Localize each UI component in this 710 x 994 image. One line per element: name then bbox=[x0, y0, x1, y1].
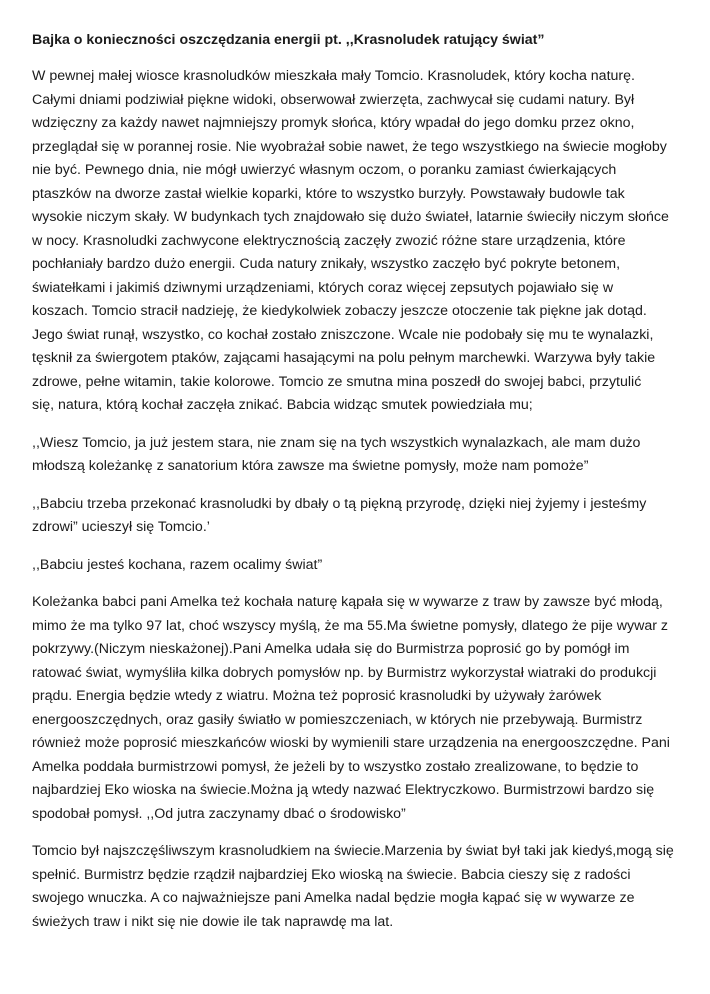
document-title: Bajka o konieczności oszczędzania energii pt. ,,Krasnoludek ratujący świat” bbox=[32, 32, 545, 48]
paragraph-babciu-quote: ,,Babciu jesteś kochana, razem ocalimy świat” bbox=[32, 556, 323, 573]
paragraph-grandma-quote: ,,Wiesz Tomcio, ja już jestem stara, nie znam się na tych wszystkich wynalazkach, ale mam dużo młodszą koleżankę z sanatorium która zawsze ma świetne pomysły, może nam pomoże” bbox=[32, 434, 641, 474]
paragraph-intro: W pewnej małej wiosce krasnoludków mieszkała mały Tomcio. Krasnoludek, który kocha naturę. Całymi dniami podziwiał piękne widoki, obserwował zwierzęta, zachwycał się cudami natury. Był wdzięczny za każdy nawet najmniejszy promyk słońca, który wpadał do jego domku przez okno, przeglądał się w porannej rosie. Nie wyobrażał sobie nawet, że tego wszystkiego na świecie mogłoby nie być. Pewnego dnia, nie mógł uwierzyć własnym oczom, o poranku zamiast ćwierkających ptaszków na dworze zastał wielkie koparki, które to wszystko burzyły. Powstawały budowle tak wysokie niczym skały. W budynkach tych znajdowało się dużo świateł, latarnie świeciły niczym słońce w nocy. Krasnoludki zachwycone elektrycznością zaczęły zwozić różne stare urządzenia, które pochłaniały bardzo dużo energii. Cuda natury znikały, wszystko zaczęło być pokryte betonem, światełkami i jakimiś dziwnymi urządzeniami, których coraz więcej zepsutych pojawiało się w koszach. Tomcio stracił nadzieję, że kiedykolwiek zobaczy jeszcze otoczenie tak piękne jak dotąd. Jego świat runął, wszystko, co kochał zostało zniszczone. Wcale nie podobały się mu te wynalazki, tęsknił za świergotem ptaków, zającami hasającymi na polu pełnym marchewki. Warzywa były takie zdrowe, pełne witamin, takie kolorowe. Tomcio ze smutna mina poszedł do swojej babci, przytulić się, natura, którą kochał zaczęła znikać. Babcia widząc smutek powiedziała mu; bbox=[32, 68, 669, 413]
paragraph-tomcio-quote: ,,Babciu trzeba przekonać krasnoludki by dbały o tą piękną przyrodę, dzięki niej żyjemy i jesteśmy zdrowi” ucieszył się Tomcio.’ bbox=[32, 495, 647, 535]
paragraph-amelka: Koleżanka babci pani Amelka też kochała naturę kąpała się w wywarze z traw by zawsze być młodą, mimo że ma tylko 97 lat, choć wszyscy myślą, że ma 55.Ma świetne pomysły, dlatego że pije wywar z pokrzywy.(Niczym nieskażonej).Pani Amelka udała się do Burmistrza poprosić go by pomógł im ratować świat, wymyśliła kilka dobrych pomysłów np. by Burmistrz wykorzystał wiatraki do produkcji prądu. Energia będzie wtedy z wiatru. Można też poprosić krasnoludki by używały żarówek energooszczędnych, oraz gasiły światło w pomieszczeniach, w których nie przebywają. Burmistrz również może poprosić mieszkańców wioski by wymienili stare urządzenia na energooszczędne. Pani Amelka poddała burmistrzowi pomysł, że jeżeli by to wszystko zostało zrealizowane, to będzie to najbardziej Eko wioska na świecie.Można ją wtedy nazwać Elektryczkowo. Burmistrzowi bardzo się spodobał pomysł. ,,Od jutra zaczynamy dbać o środowisko” bbox=[32, 594, 670, 822]
paragraph-ending: Tomcio był najszczęśliwszym krasnoludkiem na świecie.Marzenia by świat był taki jak kiedyś,mogą się spełnić. Burmistrz będzie rządził najbardziej Eko wioską na świecie. Babcia cieszy się z radości swojego wnuczka. A co najważniejsze pani Amelka nadal będzie mogła kąpać się w wywarze ze świeżych traw i nikt się nie dowie ile tak naprawdę ma lat. bbox=[32, 843, 674, 930]
